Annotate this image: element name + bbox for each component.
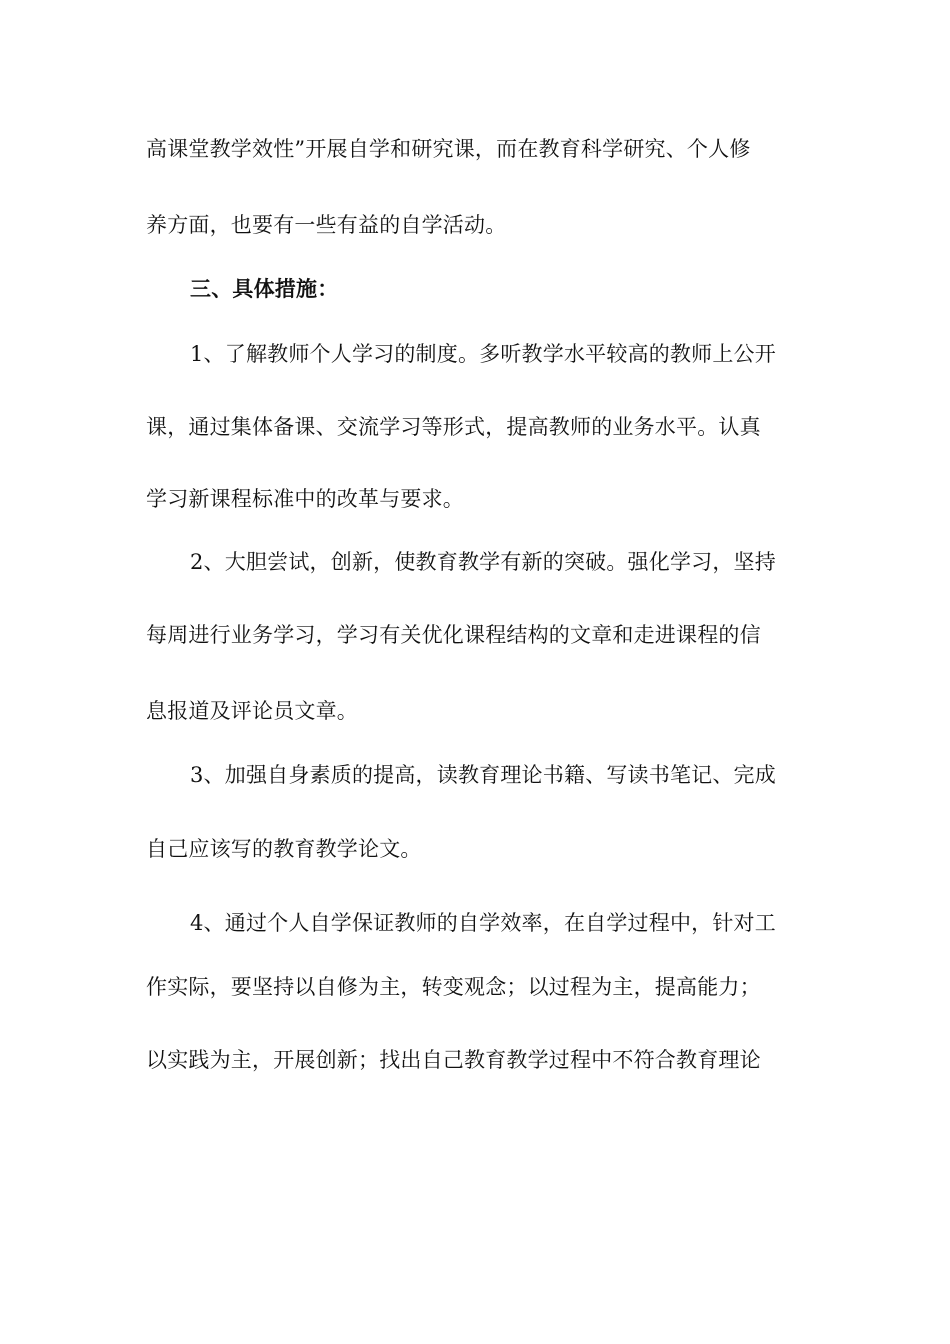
paragraph-line: 课，通过集体备课、交流学习等形式，提高教师的业务水平。认真 — [146, 415, 761, 439]
paragraph-line: 养方面，也要有一些有益的自学活动。 — [146, 213, 507, 237]
paragraph-line: 1、了解教师个人学习的制度。多听教学水平较高的教师上公开 — [190, 342, 776, 366]
paragraph-line: 息报道及评论员文章。 — [146, 699, 358, 723]
paragraph-line: 2、大胆尝试，创新，使教育教学有新的突破。强化学习，坚持 — [190, 550, 776, 574]
paragraph-line: 4、通过个人自学保证教师的自学效率，在自学过程中，针对工 — [190, 911, 776, 935]
paragraph-line: 作实际，要坚持以自修为主，转变观念；以过程为主，提高能力； — [146, 975, 761, 999]
paragraph-line: 每周进行业务学习，学习有关优化课程结构的文章和走进课程的信 — [146, 623, 761, 647]
section-heading: 三、具体措施： — [190, 276, 339, 301]
paragraph-line: 以实践为主，开展创新；找出自己教育教学过程中不符合教育理论 — [146, 1048, 761, 1072]
paragraph-line: 高课堂教学效性”开展自学和研究课，而在教育科学研究、个人修 — [146, 137, 751, 161]
paragraph-line: 3、加强自身素质的提高，读教育理论书籍、写读书笔记、完成 — [190, 763, 776, 787]
paragraph-line: 自己应该写的教育教学论文。 — [146, 837, 422, 861]
paragraph-line: 学习新课程标准中的改革与要求。 — [146, 487, 464, 511]
